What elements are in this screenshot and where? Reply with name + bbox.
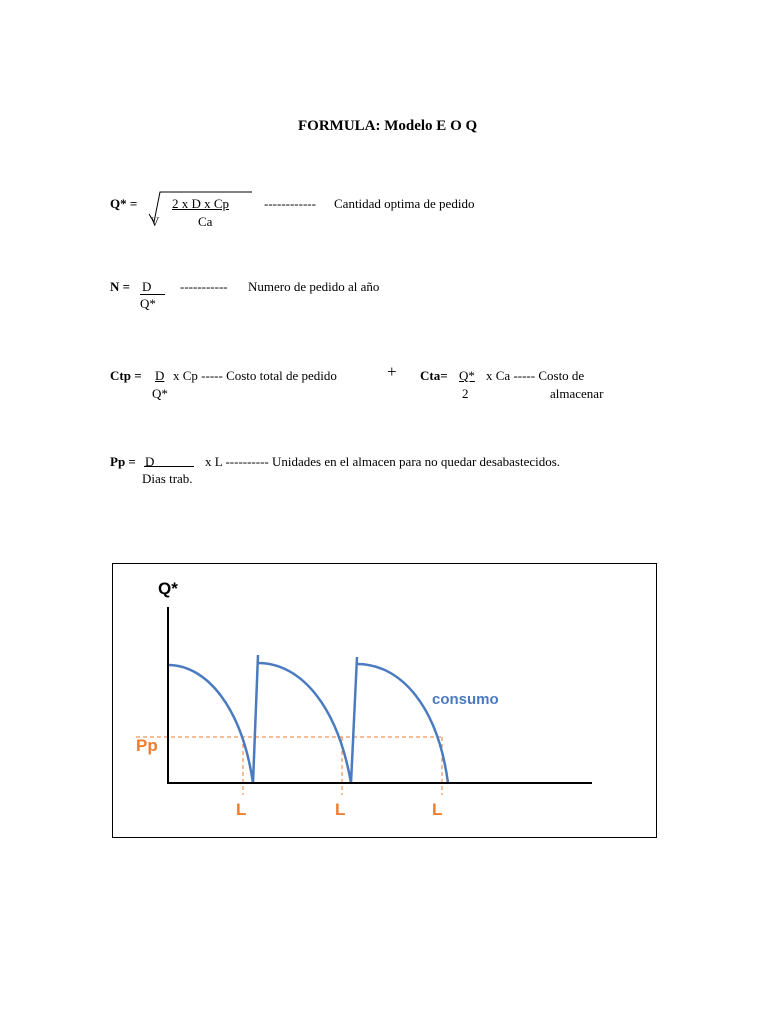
- formula-q-dashes: ------------: [264, 196, 316, 211]
- lead-time-label: L: [335, 800, 346, 819]
- fraction-line: [140, 294, 165, 295]
- pp-numerator: D: [145, 454, 155, 469]
- formula-q-lhs: Q* =: [110, 196, 138, 211]
- formula-n-numerator: D: [142, 279, 152, 294]
- formula-q-description: Cantidad optima de pedido: [334, 196, 475, 211]
- lead-time-label: L: [432, 800, 443, 819]
- ctp-label: Ctp =: [110, 368, 142, 383]
- formula-n-dashes: -----------: [180, 279, 228, 294]
- ctp-tail: x Cp ----- Costo total de pedido: [173, 368, 337, 383]
- fraction-line: [144, 466, 194, 467]
- cta-numerator: Q*: [459, 368, 475, 383]
- formula-n-denominator: Q*: [140, 296, 156, 311]
- plus-sign: +: [387, 362, 397, 381]
- formula-q-denominator: Ca: [198, 214, 213, 229]
- formula-q-numerator: 2 x D x Cp: [172, 196, 230, 211]
- formula-n-lhs: N =: [110, 279, 131, 294]
- page-title: FORMULA: Modelo E O Q: [298, 118, 478, 134]
- cta-tail: x Ca ----- Costo de: [486, 368, 585, 383]
- formula-n-description: Numero de pedido al año: [248, 279, 380, 294]
- diagram-frame: [113, 564, 657, 838]
- reorder-point-label: Pp: [136, 736, 158, 755]
- consumption-label: consumo: [432, 691, 499, 708]
- ctp-numerator: D: [155, 368, 165, 383]
- formula-q-radical: V: [150, 214, 160, 229]
- eoq-inventory-diagram: [112, 563, 657, 838]
- pp-tail: x L ---------- Unidades en el almacen para no quedar desabastecidos.: [205, 454, 561, 469]
- ctp-denominator: Q*: [152, 386, 168, 401]
- cta-tail-2: almacenar: [550, 386, 604, 401]
- pp-denominator: Dias trab.: [142, 471, 193, 486]
- pp-lhs: Pp =: [110, 454, 136, 469]
- cta-denominator: 2: [462, 386, 469, 401]
- y-axis-label: Q*: [158, 579, 178, 598]
- lead-time-label: L: [236, 800, 247, 819]
- cta-label: Cta=: [420, 368, 448, 383]
